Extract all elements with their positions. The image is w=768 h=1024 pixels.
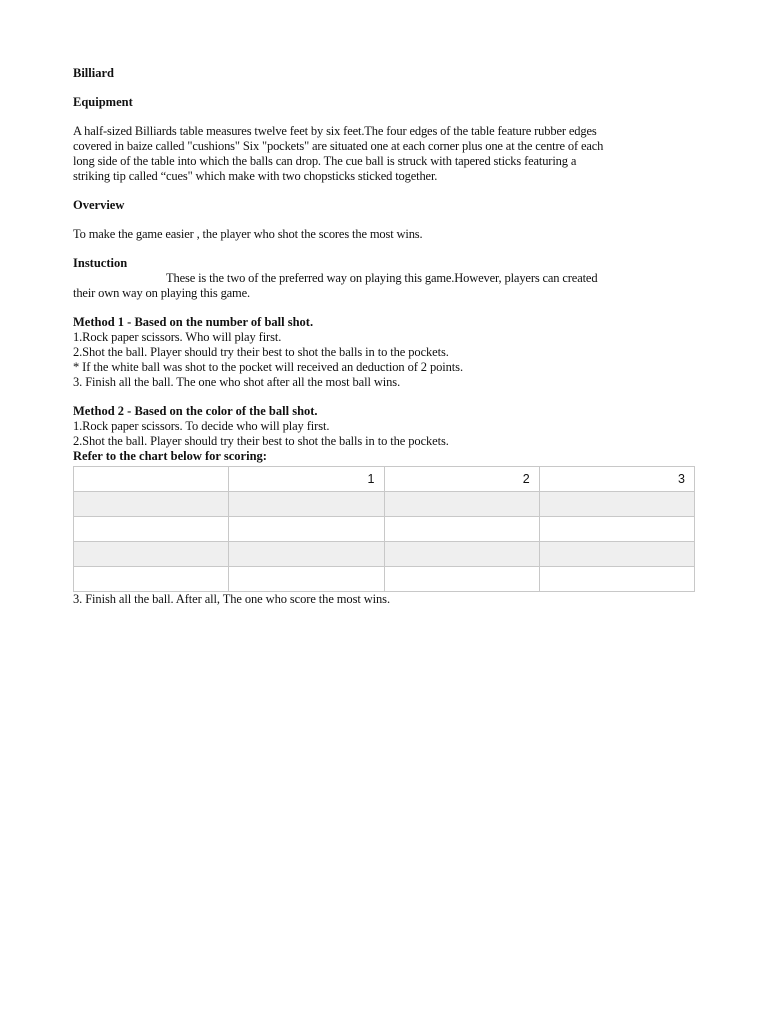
table-cell (74, 542, 229, 567)
equipment-line: striking tip called “cues" which make with two chopsticks sticked together. (73, 169, 438, 183)
table-cell (539, 492, 694, 517)
equipment-paragraph (73, 124, 703, 184)
document-title: Billiard (73, 66, 114, 80)
table-cell (74, 492, 229, 517)
equipment-line: long side of the table into which the balls can drop. The cue ball is struck with tapered sticks featuring a (73, 154, 577, 168)
table-cell (539, 567, 694, 592)
method1-step: 1.Rock paper scissors. Who will play first. (73, 330, 282, 344)
document-page (73, 66, 703, 607)
instruction-heading: Instuction (73, 256, 128, 270)
method1-title: Method 1 - Based on the number of ball shot. (73, 315, 314, 329)
equipment-line: A half-sized Billiards table measures twelve feet by six feet.The four edges of the table feature rubber edges (73, 124, 597, 138)
table-cell (229, 542, 384, 567)
method1-step: * If the white ball was shot to the pocket will received an deduction of 2 points. (73, 360, 463, 374)
chart-label: Refer to the chart below for scoring: (73, 449, 267, 463)
equipment-line: covered in baize called "cushions" Six "pockets" are situated one at each corner plus one at the centre of each (73, 139, 604, 153)
method1-step: 3. Finish all the ball. The one who shot after all the most ball wins. (73, 375, 401, 389)
table-cell (229, 567, 384, 592)
table-row (74, 517, 695, 542)
method1-step: 2.Shot the ball. Player should try their best to shot the balls in to the pockets. (73, 345, 449, 359)
table-row (74, 567, 695, 592)
instruction-line: These is the two of the preferred way on playing this game.However, players can created (166, 271, 598, 285)
equipment-heading: Equipment (73, 95, 133, 109)
method2-final-step: 3. Finish all the ball. After all, The one who score the most wins. (73, 592, 390, 606)
table-cell (74, 467, 229, 492)
overview-heading: Overview (73, 198, 125, 212)
table-cell (539, 517, 694, 542)
instruction-line: their own way on playing this game. (73, 286, 251, 300)
scoring-table (73, 466, 695, 592)
method2-step: 1.Rock paper scissors. To decide who will play first. (73, 419, 330, 433)
table-cell (539, 542, 694, 567)
overview-text: To make the game easier , the player who shot the scores the most wins. (73, 227, 423, 241)
table-cell (74, 567, 229, 592)
table-cell (384, 542, 539, 567)
method2-step: 2.Shot the ball. Player should try their best to shot the balls in to the pockets. (73, 434, 449, 448)
table-row (74, 492, 695, 517)
table-cell (384, 567, 539, 592)
table-cell (229, 517, 384, 542)
method2-title: Method 2 - Based on the color of the ball shot. (73, 404, 318, 418)
table-cell (229, 492, 384, 517)
table-row (74, 542, 695, 567)
table-cell: 2 (384, 467, 539, 492)
table-cell (384, 517, 539, 542)
table-header-row (74, 467, 695, 492)
table-cell: 3 (539, 467, 694, 492)
table-cell: 1 (229, 467, 384, 492)
table-cell (384, 492, 539, 517)
table-cell (74, 517, 229, 542)
